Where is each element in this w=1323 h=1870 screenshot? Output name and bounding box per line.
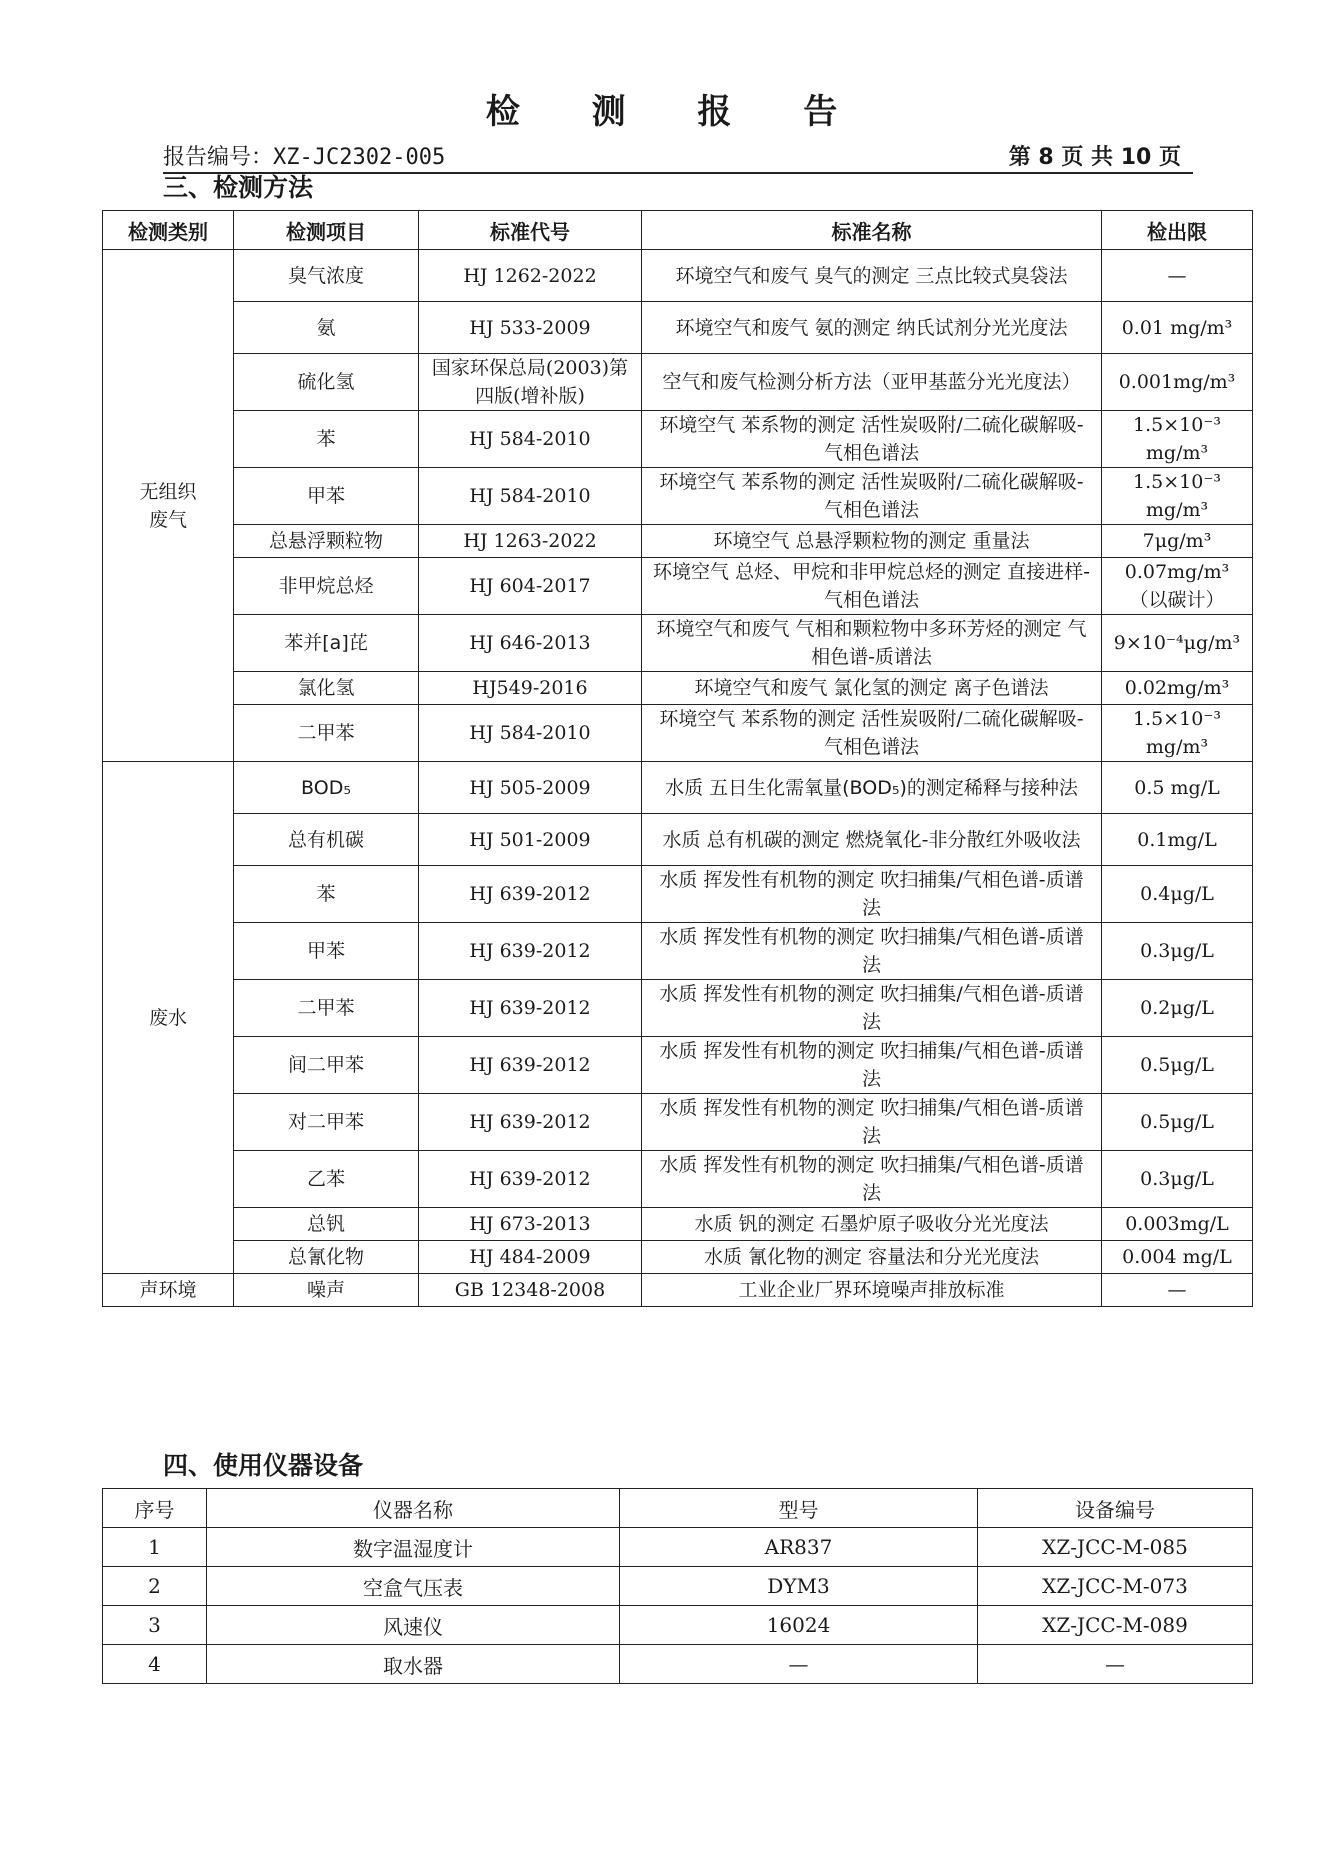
table-row	[103, 468, 1253, 525]
detection-limit-cell: 0.1mg/L	[1102, 814, 1253, 866]
report-number-label: 报告编号：	[163, 145, 274, 170]
standard-name-cell: 水质 挥发性有机物的测定 吹扫捕集/气相色谱-质谱法	[642, 1151, 1102, 1208]
standard-name-cell: 环境空气和废气 臭气的测定 三点比较式臭袋法	[642, 250, 1102, 302]
instrument-model-cell: —	[620, 1645, 978, 1684]
item-cell: 间二甲苯	[234, 1037, 419, 1094]
standard-name-cell: 水质 总有机碳的测定 燃烧氧化-非分散红外吸收法	[642, 814, 1102, 866]
equipment-id-cell: XZ-JCC-M-073	[978, 1567, 1253, 1606]
standard-name-cell: 水质 氰化物的测定 容量法和分光光度法	[642, 1241, 1102, 1274]
table-row	[103, 1645, 1253, 1684]
col-header-item: 检测项目	[234, 211, 419, 250]
table-row	[103, 615, 1253, 672]
item-cell: 乙苯	[234, 1151, 419, 1208]
table-row	[103, 558, 1253, 615]
standard-code-cell: HJ 639-2012	[419, 1037, 642, 1094]
table-row	[103, 1037, 1253, 1094]
standard-code-cell: HJ 1263-2022	[419, 525, 642, 558]
equipment-id-cell: XZ-JCC-M-089	[978, 1606, 1253, 1645]
item-cell: 苯	[234, 411, 419, 468]
instrument-no-cell: 3	[103, 1606, 207, 1645]
table-row	[103, 1274, 1253, 1307]
standard-name-cell: 环境空气和废气 气相和颗粒物中多环芳烃的测定 气相色谱-质谱法	[642, 615, 1102, 672]
table-row	[103, 762, 1253, 814]
item-cell: 总有机碳	[234, 814, 419, 866]
standard-name-cell: 水质 钒的测定 石墨炉原子吸收分光光度法	[642, 1208, 1102, 1241]
table-row	[103, 250, 1253, 302]
detection-limit-cell: 1.5×10⁻³ mg/m³	[1102, 468, 1253, 525]
instruments-header-row	[103, 1489, 1253, 1528]
col-header-model: 型号	[620, 1489, 978, 1528]
detection-limit-cell: —	[1102, 1274, 1253, 1307]
detection-limit-cell: 0.5μg/L	[1102, 1094, 1253, 1151]
standard-name-cell: 水质 五日生化需氧量(BOD₅)的测定稀释与接种法	[642, 762, 1102, 814]
col-header-category: 检测类别	[103, 211, 234, 250]
item-cell: 总钒	[234, 1208, 419, 1241]
standard-name-cell: 环境空气 总烃、甲烷和非甲烷总烃的测定 直接进样-气相色谱法	[642, 558, 1102, 615]
detection-limit-cell: 1.5×10⁻³ mg/m³	[1102, 411, 1253, 468]
detection-limit-cell: 0.2μg/L	[1102, 980, 1253, 1037]
standard-name-cell: 环境空气 总悬浮颗粒物的测定 重量法	[642, 525, 1102, 558]
instrument-no-cell: 1	[103, 1528, 207, 1567]
detection-limit-cell: 0.5μg/L	[1102, 1037, 1253, 1094]
equipment-id-cell: —	[978, 1645, 1253, 1684]
detection-limit-cell: —	[1102, 250, 1253, 302]
standard-name-cell: 水质 挥发性有机物的测定 吹扫捕集/气相色谱-质谱法	[642, 1037, 1102, 1094]
item-cell: 总氰化物	[234, 1241, 419, 1274]
table-row	[103, 411, 1253, 468]
standard-name-cell: 水质 挥发性有机物的测定 吹扫捕集/气相色谱-质谱法	[642, 1094, 1102, 1151]
col-header-no: 序号	[103, 1489, 207, 1528]
instrument-model-cell: AR837	[620, 1528, 978, 1567]
report-number-value: XZ-JC2302-005	[273, 145, 446, 170]
standard-code-cell: HJ 584-2010	[419, 468, 642, 525]
standard-code-cell: HJ 639-2012	[419, 923, 642, 980]
standard-code-cell: HJ 533-2009	[419, 302, 642, 354]
instrument-name-cell: 空盒气压表	[207, 1567, 620, 1606]
standard-code-cell: HJ 673-2013	[419, 1208, 642, 1241]
col-header-standard-name: 标准名称	[642, 211, 1102, 250]
standard-code-cell: HJ 639-2012	[419, 1151, 642, 1208]
standard-name-cell: 环境空气和废气 氨的测定 纳氏试剂分光光度法	[642, 302, 1102, 354]
item-cell: 总悬浮颗粒物	[234, 525, 419, 558]
item-cell: 非甲烷总烃	[234, 558, 419, 615]
page-indicator: 第 8 页 共 10 页	[1008, 145, 1181, 170]
standard-code-cell: HJ 584-2010	[419, 705, 642, 762]
item-cell: 甲苯	[234, 468, 419, 525]
section-title-methods: 三、检测方法	[163, 173, 314, 202]
instrument-name-cell: 数字温湿度计	[207, 1528, 620, 1567]
standard-code-cell: HJ 646-2013	[419, 615, 642, 672]
standard-name-cell: 水质 挥发性有机物的测定 吹扫捕集/气相色谱-质谱法	[642, 980, 1102, 1037]
instruments-table	[102, 1488, 1253, 1684]
standard-name-cell: 环境空气 苯系物的测定 活性炭吸附/二硫化碳解吸-气相色谱法	[642, 468, 1102, 525]
detection-limit-cell: 0.003mg/L	[1102, 1208, 1253, 1241]
item-cell: 氯化氢	[234, 672, 419, 705]
standard-code-cell: HJ 505-2009	[419, 762, 642, 814]
detection-limit-cell: 0.001mg/m³	[1102, 354, 1253, 411]
detection-limit-cell: 0.3μg/L	[1102, 1151, 1253, 1208]
detection-limit-cell: 0.01 mg/m³	[1102, 302, 1253, 354]
detection-limit-cell: 0.004 mg/L	[1102, 1241, 1253, 1274]
standard-code-cell: HJ 1262-2022	[419, 250, 642, 302]
standard-code-cell: HJ 501-2009	[419, 814, 642, 866]
detection-limit-cell: 0.02mg/m³	[1102, 672, 1253, 705]
item-cell: 苯	[234, 866, 419, 923]
table-row	[103, 1528, 1253, 1567]
table-row	[103, 1151, 1253, 1208]
standard-code-cell: HJ549-2016	[419, 672, 642, 705]
standard-code-cell: HJ 639-2012	[419, 980, 642, 1037]
standard-code-cell: HJ 639-2012	[419, 1094, 642, 1151]
standard-code-cell: 国家环保总局(2003)第四版(增补版)	[419, 354, 642, 411]
item-cell: 对二甲苯	[234, 1094, 419, 1151]
table-row	[103, 354, 1253, 411]
detection-limit-cell: 7μg/m³	[1102, 525, 1253, 558]
item-cell: 噪声	[234, 1274, 419, 1307]
methods-table	[102, 210, 1253, 1307]
report-number	[163, 140, 445, 171]
equipment-id-cell: XZ-JCC-M-085	[978, 1528, 1253, 1567]
standard-name-cell: 水质 挥发性有机物的测定 吹扫捕集/气相色谱-质谱法	[642, 923, 1102, 980]
document-title: 检 测 报 告	[485, 92, 868, 132]
standard-code-cell: HJ 484-2009	[419, 1241, 642, 1274]
item-cell: 硫化氢	[234, 354, 419, 411]
table-row	[103, 1567, 1253, 1606]
table-row	[103, 302, 1253, 354]
instrument-no-cell: 2	[103, 1567, 207, 1606]
standard-name-cell: 环境空气 苯系物的测定 活性炭吸附/二硫化碳解吸-气相色谱法	[642, 411, 1102, 468]
instrument-name-cell: 风速仪	[207, 1606, 620, 1645]
table-row	[103, 1208, 1253, 1241]
standard-code-cell: HJ 604-2017	[419, 558, 642, 615]
table-row	[103, 814, 1253, 866]
table-row	[103, 1606, 1253, 1645]
item-cell: 甲苯	[234, 923, 419, 980]
col-header-limit: 检出限	[1102, 211, 1253, 250]
item-cell: 氨	[234, 302, 419, 354]
standard-name-cell: 环境空气和废气 氯化氢的测定 离子色谱法	[642, 672, 1102, 705]
table-row	[103, 980, 1253, 1037]
table-row	[103, 525, 1253, 558]
item-cell: 臭气浓度	[234, 250, 419, 302]
report-header	[163, 138, 1193, 174]
detection-limit-cell: 0.07mg/m³（以碳计）	[1102, 558, 1253, 615]
col-header-code: 标准代号	[419, 211, 642, 250]
standard-name-cell: 环境空气 苯系物的测定 活性炭吸附/二硫化碳解吸-气相色谱法	[642, 705, 1102, 762]
item-cell: BOD₅	[234, 762, 419, 814]
detection-limit-cell: 9×10⁻⁴μg/m³	[1102, 615, 1253, 672]
detection-limit-cell: 1.5×10⁻³ mg/m³	[1102, 705, 1253, 762]
table-row	[103, 1241, 1253, 1274]
table-row	[103, 705, 1253, 762]
item-cell: 苯并[a]芘	[234, 615, 419, 672]
table-row	[103, 1094, 1253, 1151]
standard-name-cell: 空气和废气检测分析方法（亚甲基蓝分光光度法）	[642, 354, 1102, 411]
table-row	[103, 866, 1253, 923]
col-header-equipment-id: 设备编号	[978, 1489, 1253, 1528]
instrument-model-cell: DYM3	[620, 1567, 978, 1606]
item-cell: 二甲苯	[234, 980, 419, 1037]
instrument-name-cell: 取水器	[207, 1645, 620, 1684]
standard-code-cell: HJ 639-2012	[419, 866, 642, 923]
detection-limit-cell: 0.5 mg/L	[1102, 762, 1253, 814]
standard-code-cell: GB 12348-2008	[419, 1274, 642, 1307]
standard-name-cell: 工业企业厂界环境噪声排放标准	[642, 1274, 1102, 1307]
table-row	[103, 923, 1253, 980]
category-cell: 无组织 废气	[103, 250, 234, 762]
detection-limit-cell: 0.4μg/L	[1102, 866, 1253, 923]
table-row	[103, 672, 1253, 705]
col-header-instrument-name: 仪器名称	[207, 1489, 620, 1528]
standard-code-cell: HJ 584-2010	[419, 411, 642, 468]
section-title-instruments: 四、使用仪器设备	[163, 1451, 364, 1480]
instruments-body	[103, 1528, 1253, 1684]
methods-header-row	[103, 211, 1253, 250]
instrument-no-cell: 4	[103, 1645, 207, 1684]
category-cell: 声环境	[103, 1274, 234, 1307]
category-cell: 废水	[103, 762, 234, 1274]
item-cell: 二甲苯	[234, 705, 419, 762]
detection-limit-cell: 0.3μg/L	[1102, 923, 1253, 980]
instrument-model-cell: 16024	[620, 1606, 978, 1645]
methods-body	[103, 250, 1253, 1307]
standard-name-cell: 水质 挥发性有机物的测定 吹扫捕集/气相色谱-质谱法	[642, 866, 1102, 923]
